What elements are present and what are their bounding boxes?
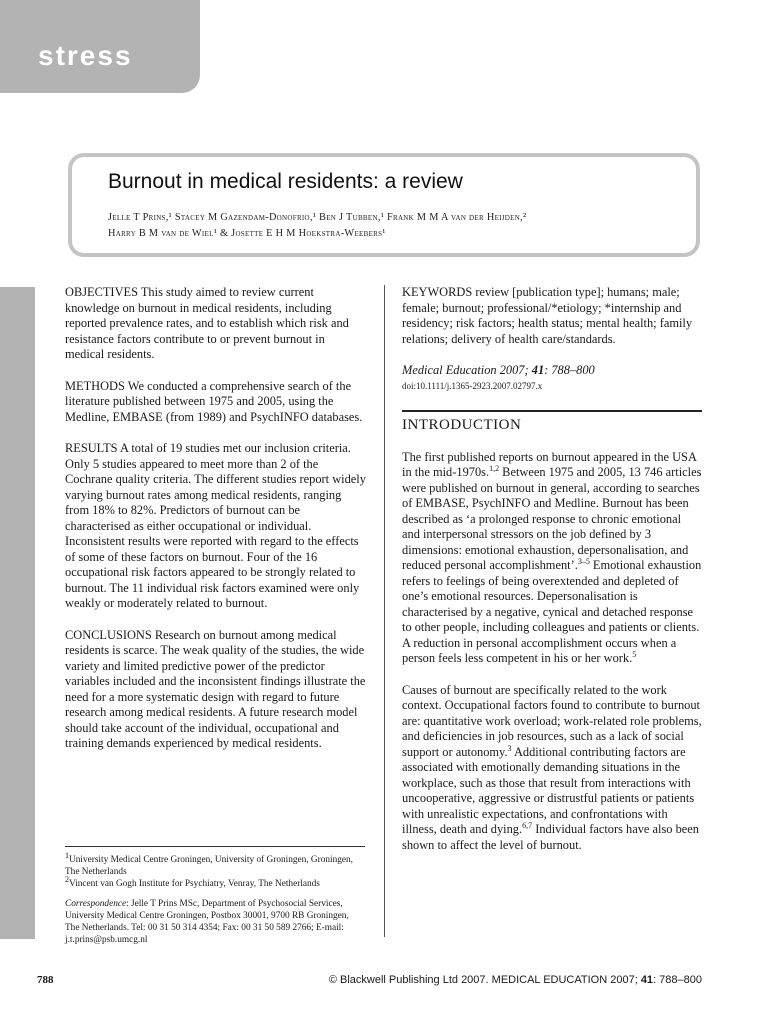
affiliation-2: $^2$Vincent van Gogh Institute for Psychiatry, Venray, The Netherlands xyxy=(65,874,320,889)
article-title: Burnout in medical residents: a review xyxy=(108,170,463,193)
page-number: 788 xyxy=(37,974,54,986)
author-line-1: Jelle T Prins,¹ Stacey M Gazendam-Donofrio,¹ Ben J Tubben,¹ Frank M M A van der Heijden,² xyxy=(108,212,527,223)
correspondence: Correspondence: Jelle T Prins MSc, Department of Psychosocial Services, University Medical Centre Groningen, Postbox 30001, 9700 RB Groningen, The Netherlands. Tel: 00 31 50 314 4354; Fax: 00 31 50 589 2766; E-mail: j.t.prins@psb.umcg.nl xyxy=(65,899,349,945)
right-column xyxy=(402,285,702,869)
author-list xyxy=(108,210,678,242)
title-box xyxy=(68,153,700,257)
abstract-methods xyxy=(65,379,367,426)
results-label: RESULTS xyxy=(65,441,118,455)
introduction-heading: INTRODUCTION xyxy=(402,417,522,433)
abstract-column xyxy=(65,285,367,768)
conclusions-label: CONCLUSIONS xyxy=(65,627,152,642)
methods-text: We conducted a comprehensive search of the literature published between 1975 and 2005, using the Medline, EMBASE (from 1989) and PsychINFO databases. xyxy=(65,378,363,424)
column-divider xyxy=(384,285,385,937)
methods-label: METHODS xyxy=(65,378,125,393)
section-tab xyxy=(0,0,200,93)
footer-copyright: © Blackwell Publishing Ltd 2007. MEDICAL EDUCATION 2007; 41: 788–800 xyxy=(328,974,702,986)
objectives-label: OBJECTIVES xyxy=(65,285,138,299)
abstract-objectives xyxy=(65,285,367,363)
affiliation-1: $^1$University Medical Centre Groningen, University of Groningen, Groningen, The Netherlands xyxy=(65,850,354,877)
keywords xyxy=(402,285,702,347)
keywords-text: review [publication type]; humans; male; female; burnout; professional/*etiology; *internship and residency; risk factors; health status; mental health; family relations; delivery of health care/standards. xyxy=(402,285,693,346)
journal-citation: Medical Education 2007; 41: 788–800 xyxy=(402,363,595,377)
margin-bar xyxy=(0,287,35,939)
introduction-rule xyxy=(402,410,702,412)
keywords-label: KEYWORDS xyxy=(402,285,473,299)
section-label: stress xyxy=(38,40,133,71)
footnotes xyxy=(65,846,365,946)
abstract-results xyxy=(65,441,367,612)
introduction-paragraph-1: The first published reports on burnout appeared in the USA in the mid-1970s.$^{1,2}$ Between 1975 and 2005, 13 746 articles were published on burnout in general, according to searches of EMBASE, PsychINFO and Medline. Burnout has been described as ‘a prolonged response to chronic emotional and interpersonal stressors on the job defined by 3 dimensions: emotional exhaustion, depersonalisation, and reduced personal accomplishment’.$^{3-5}$ Emotional exhaustion refers to feelings of being overextended and depleted of one’s emotional resources. Depersonalisation is characterised by a negative, cynical and detached response to other people, including colleagues and patients or clients. A reduction in personal accomplishment occurs when a person feels less competent in his or her work.$^5$ xyxy=(402,449,702,665)
results-text: A total of 19 studies met our inclusion criteria. Only 5 studies appeared to meet more than 2 of the Cochrane quality criteria. The different studies report widely varying burnout rates among medical residents, ranging from 18% to 82%. Predictors of burnout can be characterised as either occupational or individual. Inconsistent results were reported with regard to the effects of some of these factors on burnout. Four of the 16 occupational risk factors appeared to be strongly related to burnout. The 11 individual risk factors examined were only weakly or moderately related to burnout. xyxy=(65,441,366,610)
objectives-text: This study aimed to review current knowledge on burnout in medical residents, including reported prevalence rates, and to establish which risk and resistance factors contribute to or prevent burnout in medical residents. xyxy=(65,285,349,361)
conclusions-text: Research on burnout among medical residents is scarce. The weak quality of the studies, the wide variety and limited predictive power of the predictor variables included and the inconsistent findings illustrate the need for a more systematic design with regard to future research among medical residents. A future research model should take account of the individual, occupational and training demands experienced by medical residents. xyxy=(65,627,366,750)
author-line-2: Harry B M van de Wiel¹ & Josette E H M Hoekstra-Weebers¹ xyxy=(108,228,386,239)
doi: doi:10.1111/j.1365-2923.2007.02797.x xyxy=(402,380,543,391)
abstract-conclusions xyxy=(65,628,367,752)
introduction-paragraph-2: Causes of burnout are specifically related to the work context. Occupational factors found to contribute to burnout are: quantitative work overload; work-related role problems, and deficiencies in job resources, such as a lack of social support or autonomy.$^3$ Additional contributing factors are associated with emotionally demanding situations in the workplace, such as those that result from interactions with uncooperative, aggressive or distrustful patients or patients with unrealistic expectations, and confrontations with illness, death and dying.$^{6,7}$ Individual factors have also been shown to affect the level of burnout. xyxy=(402,682,702,852)
